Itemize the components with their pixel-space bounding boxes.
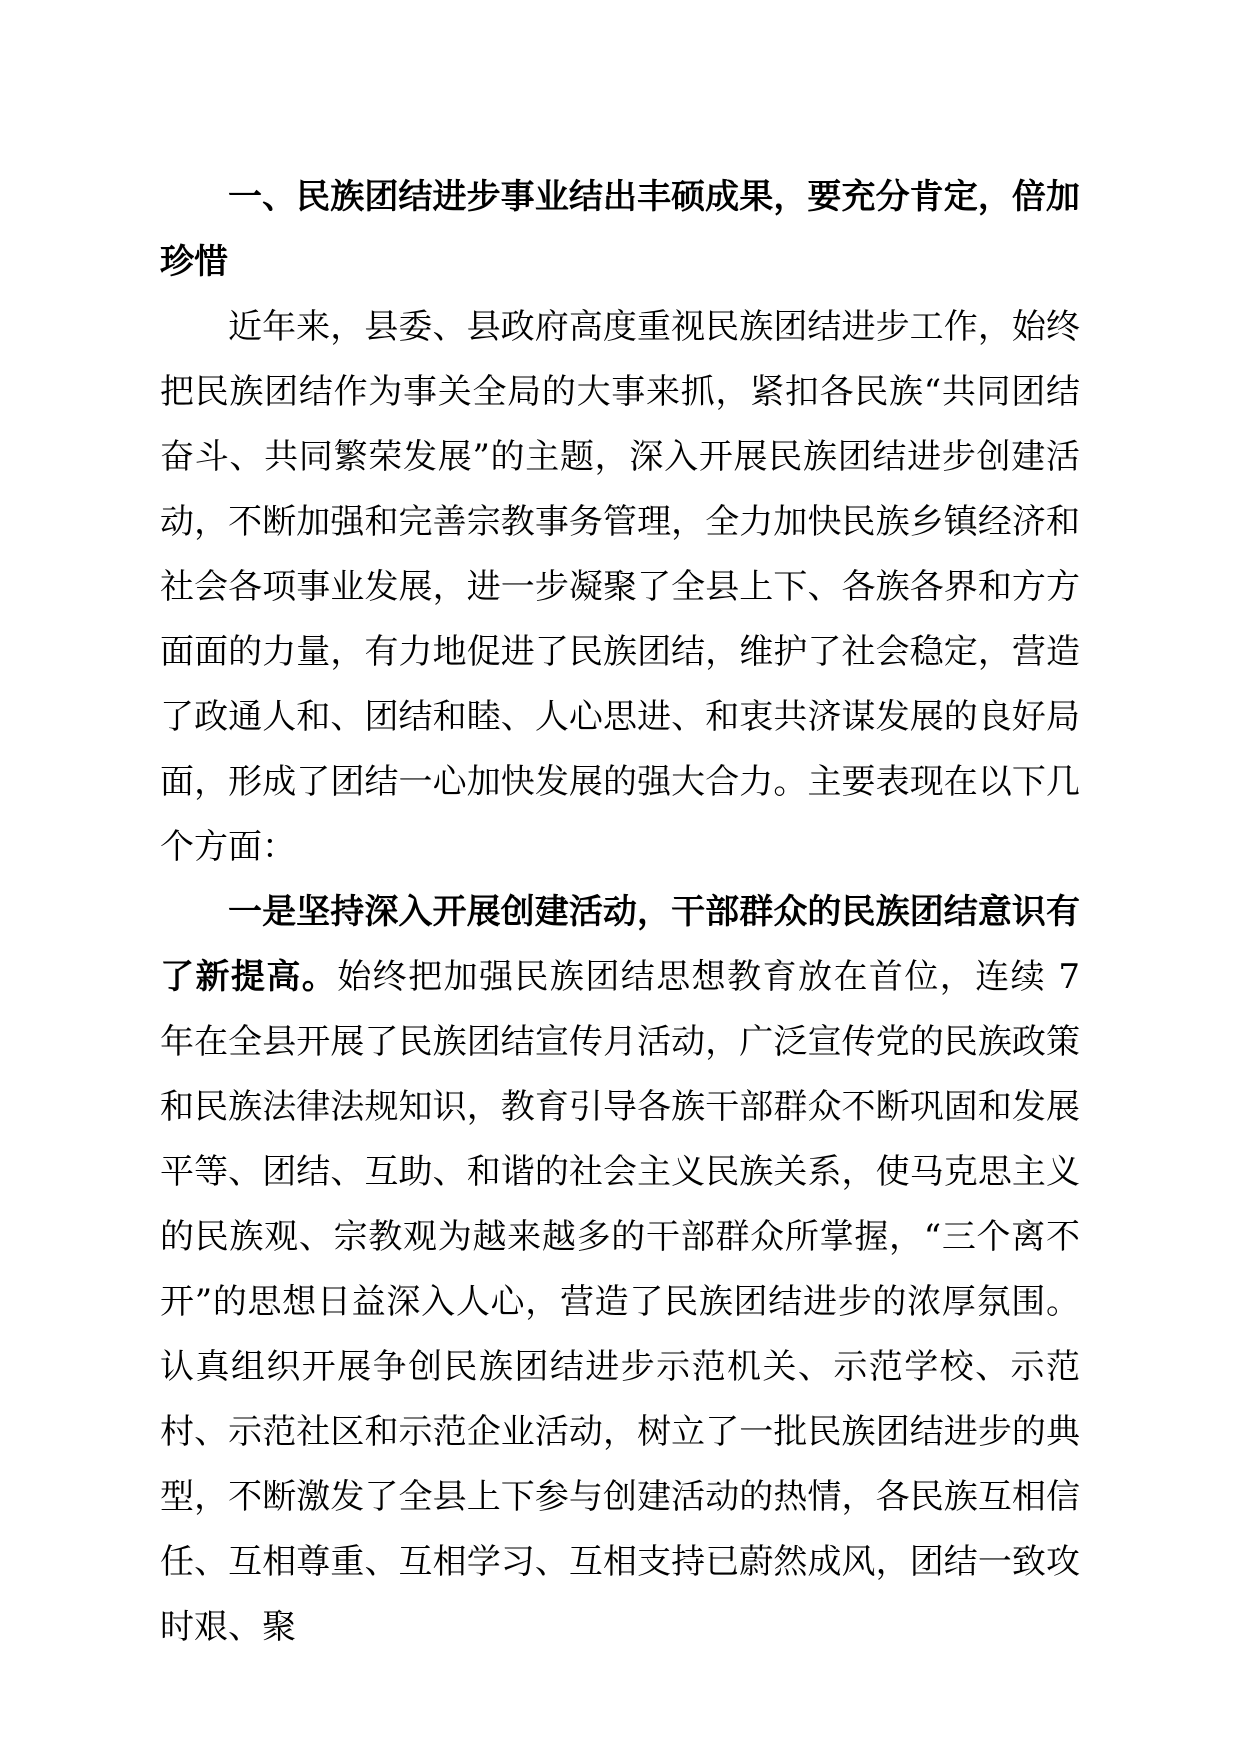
point-one-paragraph xyxy=(160,880,1080,1660)
intro-paragraph: 近年来，县委、县政府高度重视民族团结进步工作，始终把民族团结作为事关全局的大事来抓，紧扣各民族“共同团结奋斗、共同繁荣发展”的主题，深入开展民族团结进步创建活动，不断加强和完善宗教事务管理，全力加快民族乡镇经济和社会各项事业发展，进一步凝聚了全县上下、各族各界和方方面面的力量，有力地促进了民族团结，维护了社会稳定，营造了政通人和、团结和睦、人心思进、和衷共济谋发展的良好局面，形成了团结一心加快发展的强大合力。主要表现在以下几个方面： xyxy=(160,307,1080,867)
document-page xyxy=(160,165,1080,1660)
point-one-lead: 一是坚持深入开展创建活动，干部群众的民族团结意识有了新提高。 xyxy=(160,892,1080,997)
point-one-body: 始终把加强民族团结思想教育放在首位，连续 7 年在全县开展了民族团结宣传月活动，广泛宣传党的民族政策和民族法律法规知识，教育引导各族干部群众不断巩固和发展平等、团结、互助、和谐的社会主义民族关系，使马克思主义的民族观、宗教观为越来越多的干部群众所掌握，“三个离不开”的思想日益深入人心，营造了民族团结进步的浓厚氛围。认真组织开展争创民族团结进步示范机关、示范学校、示范村、示范社区和示范企业活动，树立了一批民族团结进步的典型，不断激发了全县上下参与创建活动的热情，各民族互相信任、互相尊重、互相学习、互相支持已蔚然成风，团结一致攻时艰、聚 xyxy=(160,957,1080,1647)
section-heading: 一、民族团结进步事业结出丰硕成果，要充分肯定，倍加珍惜 xyxy=(160,177,1080,282)
